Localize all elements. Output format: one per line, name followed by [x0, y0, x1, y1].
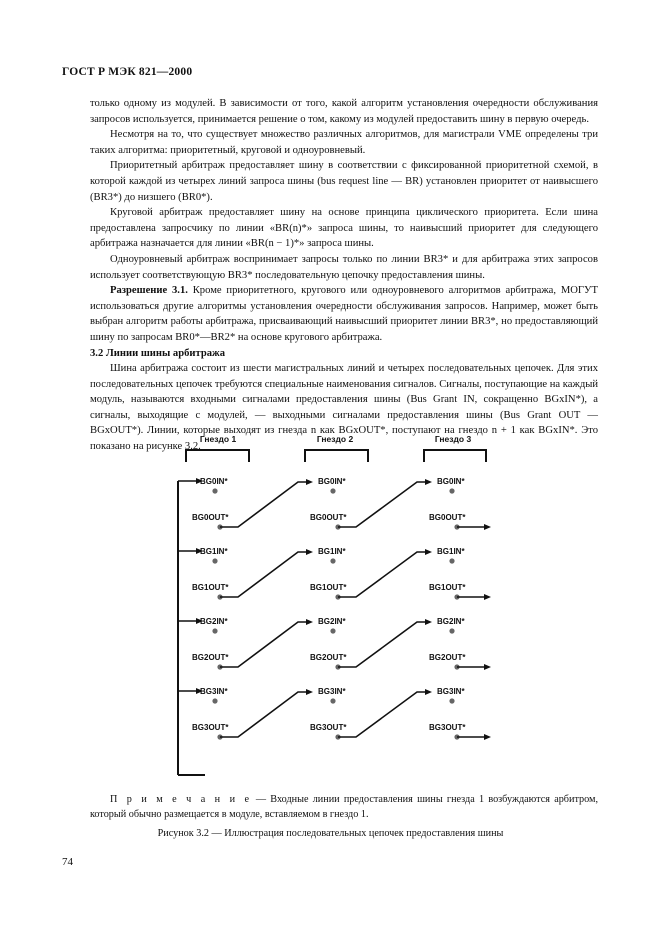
signal-label: BG3OUT*	[192, 723, 229, 732]
signal-label: BG2OUT*	[429, 653, 466, 662]
slot-label: Гнездо 2	[316, 434, 354, 444]
slot-bracket	[305, 450, 368, 462]
signal-label: BG1IN*	[437, 547, 465, 556]
signal-label: BG3OUT*	[310, 723, 347, 732]
arrow-icon	[484, 594, 491, 600]
signal-label: BG3OUT*	[429, 723, 466, 732]
pin-dot	[330, 628, 335, 633]
section-subheading: 3.2 Линии шины арбитража	[90, 347, 226, 359]
slot-bracket	[424, 450, 486, 462]
chain-line	[338, 622, 425, 667]
arrow-icon	[306, 689, 313, 695]
pin-dot	[449, 628, 454, 633]
arrow-icon	[425, 479, 432, 485]
note-label: П р и м е ч а н и е	[110, 794, 252, 805]
signal-label: BG0IN*	[200, 477, 228, 486]
page-number: 74	[62, 856, 73, 868]
pin-dot	[330, 558, 335, 563]
signal-label: BG0OUT*	[310, 513, 347, 522]
chain-line	[338, 552, 425, 597]
slot-bracket	[186, 450, 249, 462]
pin-dot	[212, 558, 217, 563]
paragraph: только одному из модулей. В зависимости от того, какой алгоритм установления очередности обслуживания запросов используется, принимается решение о том, какому из модулей предоставить шину в первую очередь.	[90, 98, 598, 125]
chain-line	[220, 622, 306, 667]
signal-label: BG1OUT*	[429, 583, 466, 592]
signal-label: BG1OUT*	[310, 583, 347, 592]
chain-line	[338, 692, 425, 737]
chain-line	[220, 552, 306, 597]
signal-label: BG3IN*	[200, 687, 228, 696]
signal-label: BG3IN*	[318, 687, 346, 696]
permission-label: Разрешение 3.1.	[110, 285, 188, 297]
signal-label: BG3IN*	[437, 687, 465, 696]
chain-line	[338, 482, 425, 527]
arrow-icon	[484, 734, 491, 740]
arrow-icon	[306, 619, 313, 625]
figure-caption: Рисунок 3.2 — Иллюстрация последовательных цепочек предоставления шины	[157, 828, 504, 839]
paragraph: Приоритетный арбитраж предоставляет шину в соответствии с фиксированной приоритетной схемой, в которой каждой из четырех линий запроса шины (bus request line — BR) установлен приоритет от наивысшего (BR3*) до низшего (BR0*).	[90, 160, 598, 203]
arrow-icon	[306, 479, 313, 485]
pin-dot	[449, 558, 454, 563]
pin-dot	[212, 698, 217, 703]
signal-label: BG1IN*	[200, 547, 228, 556]
paragraph: Одноуровневый арбитраж воспринимает запросы только по линии BR3* и для арбитража этих запросов использует соответствующую BR3* последовательную цепочку предоставления шины.	[90, 253, 598, 281]
paragraph: Шина арбитража состоит из шести магистральных линий и четырех последовательных цепочек. Для этих последовательных цепочек требуются специальные наименования сигналов. Сигналы, поступающие на каждый модуль, называются входными сигналами предоставления шины (Bus Grant IN, сокращенно BGxIN*), а сигналы, выходящие с модулей, — выходными сигналами предоставления шины (Bus Grant OUT — BGxOUT*). Линии, которые выходят из гнезда n как BGxOUT*, поступают на гнездо n + 1 как BGxIN*. Это показано на рисунке 3.2.	[90, 363, 598, 453]
figure-note	[90, 792, 598, 822]
signal-label: BG1IN*	[318, 547, 346, 556]
signal-label: BG1OUT*	[192, 583, 229, 592]
signal-label: BG0OUT*	[192, 513, 229, 522]
paragraph: Круговой арбитраж предоставляет шину на основе принципа циклического приоритета. Если шина предоставлена запросчику по линии «BR(n)*» запроса шины, то наивысший приоритет для следующего арбитража назначается для линии «BR(n − 1)*» запроса шины.	[90, 207, 598, 250]
slot-label: Гнездо 3	[434, 434, 472, 444]
signal-label: BG0IN*	[318, 477, 346, 486]
arrow-icon	[306, 549, 313, 555]
pin-dot	[212, 628, 217, 633]
arrow-icon	[484, 524, 491, 530]
arrow-icon	[484, 664, 491, 670]
signal-label: BG2IN*	[437, 617, 465, 626]
chain-line	[220, 692, 306, 737]
paragraph: Несмотря на то, что существует множество различных алгоритмов, для магистрали VME определены три таких алгоритма: приоритетный, круговой и одноуровневый.	[90, 129, 598, 156]
pin-dot	[449, 488, 454, 493]
slot-label: Гнездо 1	[199, 434, 237, 444]
signal-label: BG0OUT*	[429, 513, 466, 522]
signal-label: BG2OUT*	[310, 653, 347, 662]
arrow-icon	[425, 689, 432, 695]
pin-dot	[330, 488, 335, 493]
arrow-icon	[425, 549, 432, 555]
signal-label: BG2IN*	[318, 617, 346, 626]
signal-label: BG0IN*	[437, 477, 465, 486]
permission-text: Кроме приоритетного, кругового или одноуровневого алгоритмов арбитража, МОГУТ использоваться другие алгоритмы установления очередности обслуживания запросов. Например, может быть выбран алгоритм работы арбитража, присваивающий наивысший приоритет линии BR3*, но предоставляющий шину по запросам BR0*—BR2* на основе кругового арбитража.	[90, 285, 598, 343]
document-header: ГОСТ Р МЭК 821—2000	[62, 66, 193, 78]
pin-dot	[449, 698, 454, 703]
note-text: — Входные линии предоставления шины гнезда 1 возбуждаются арбитром, который обычно размещается в модуле, вставляемом в гнездо 1.	[90, 794, 599, 820]
pin-dot	[330, 698, 335, 703]
pin-dot	[212, 488, 217, 493]
arrow-icon	[425, 619, 432, 625]
chain-line	[220, 482, 306, 527]
signal-label: BG2IN*	[200, 617, 228, 626]
signal-label: BG2OUT*	[192, 653, 229, 662]
